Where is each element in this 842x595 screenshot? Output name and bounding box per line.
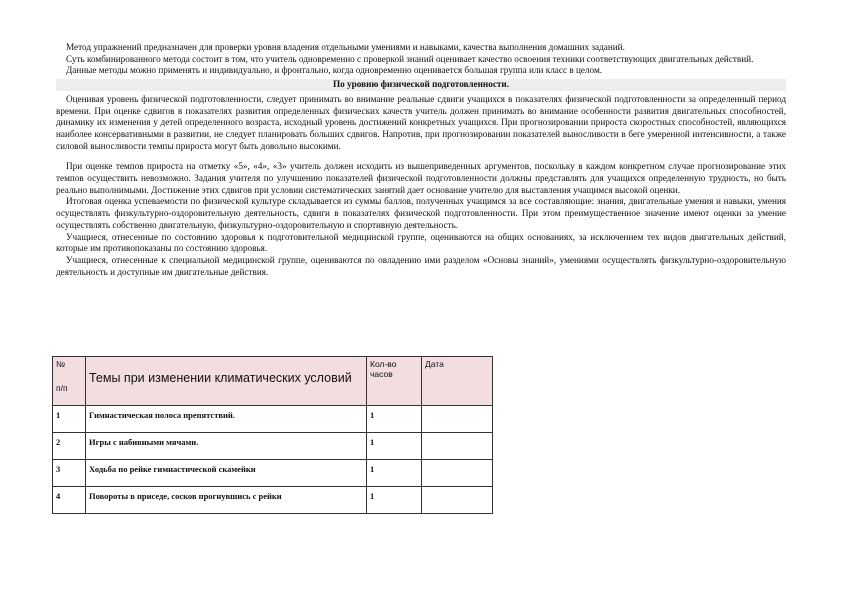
paragraph: Оценивая уровень физической подготовленности, следует принимать во внимание реальные сдвиги учащихся в показателях физической подготовленности за определенный период времени. При оценке сдвигов в показателях развития определенных физических качеств учитель должен принимать во внимание особенности развития двигательных способностей, динамику их изменения у детей определенного возраста, исходный уровень достижений конкретных учащихся. При прогнозировании прироста скоростных способностей, являющихся наиболее консервативными в развитии, не следует планировать больших сдвигов. Напротив, при прогнозировании показателей выносливости в беге умеренной интенсивности, а также силовой выносливости темпы прироста могут быть довольно высокими. <box>56 93 786 151</box>
paragraph: Учащиеся, отнесенные по состоянию здоровья к подготовительной медицинской группе, оцениваются на общих основаниях, за исключением тех видов двигательных действий, которые им противопоказаны по состоянию здоровья. <box>56 231 786 254</box>
row-date <box>422 487 493 514</box>
row-hours: 1 <box>367 487 422 514</box>
topics-table <box>52 356 493 514</box>
row-hours: 1 <box>367 433 422 460</box>
row-topic: Повороты в приседе, сосков прогнувшись с рейки <box>86 487 367 514</box>
table-header-row <box>53 357 493 406</box>
paragraph: Метод упражнений предназначен для проверки уровня владения отдельными умениями и навыками, качества выполнения домашних заданий. <box>66 42 625 52</box>
header-number <box>53 357 86 406</box>
row-date <box>422 406 493 433</box>
row-topic: Игры с набивными мячами. <box>86 433 367 460</box>
section-heading: По уровню физической подготовленности. <box>56 79 786 91</box>
header-number-line2: п/п <box>56 383 68 393</box>
paragraph: Данные методы можно применять и индивидуально, и фронтально, когда одновременно оценивается большая группа или класс в целом. <box>66 65 603 76</box>
header-date <box>422 357 493 406</box>
paragraph: Учащиеся, отнесенные к специальной медицинской группе, оцениваются по овладению ими разделом «Основы знаний», умениями осуществлять физкультурно-оздоровительную деятельность и доступные им двигательные действия. <box>56 254 786 277</box>
row-date <box>422 460 493 487</box>
table-row <box>53 433 493 460</box>
paragraph: При оценке темпов прироста на отметку «5», «4», «3» учитель должен исходить из вышеприведенных аргументов, поскольку в каждом конкретном случае прогнозирование этих темпов осуществить невозможно. Задания учителя по улучшению показателей физической подготовленности должны представлять для учащихся определенную трудность, но быть реально выполнимыми. Достижение этих сдвигов при условии систематических занятий дает основание учителю для выставления учащимся высокой оценки. <box>56 161 786 195</box>
paragraph: Суть комбинированного метода состоит в том, что учитель одновременно с проверкой знаний оценивает качество освоения техники соответствующих двигательных действий. <box>66 53 754 64</box>
row-hours: 1 <box>367 406 422 433</box>
row-number: 1 <box>53 406 86 433</box>
header-hours-label: Кол-во часов <box>370 359 397 379</box>
header-topic <box>86 357 367 406</box>
row-date <box>422 433 493 460</box>
table-row <box>53 460 493 487</box>
header-topic-label: Темы при изменении климатических условий <box>89 371 352 385</box>
paragraph: Итоговая оценка успеваемости по физической культуре складывается из суммы баллов, полученных учащимся за все составляющие: знания, двигательные умения и навыки, умения осуществлять физкультурно-оздоровительную деятельность, сдвиги в показателях физической подготовленности. При этом преимущественное значение имеют оценки за умение осуществлять собственно двигательную, физкультурно-оздоровительную и спортивную деятельность. <box>56 196 786 230</box>
table-row <box>53 487 493 514</box>
header-number-line1: № <box>56 359 66 369</box>
row-number: 3 <box>53 460 86 487</box>
row-topic: Ходьба по рейке гимнастической скамейки <box>86 460 367 487</box>
row-hours: 1 <box>367 460 422 487</box>
row-number: 4 <box>53 487 86 514</box>
table-row <box>53 406 493 433</box>
document-body <box>56 42 786 278</box>
row-topic: Гимнастическая полоса препятствий. <box>86 406 367 433</box>
header-hours <box>367 357 422 406</box>
row-number: 2 <box>53 433 86 460</box>
header-date-label: Дата <box>425 359 444 369</box>
